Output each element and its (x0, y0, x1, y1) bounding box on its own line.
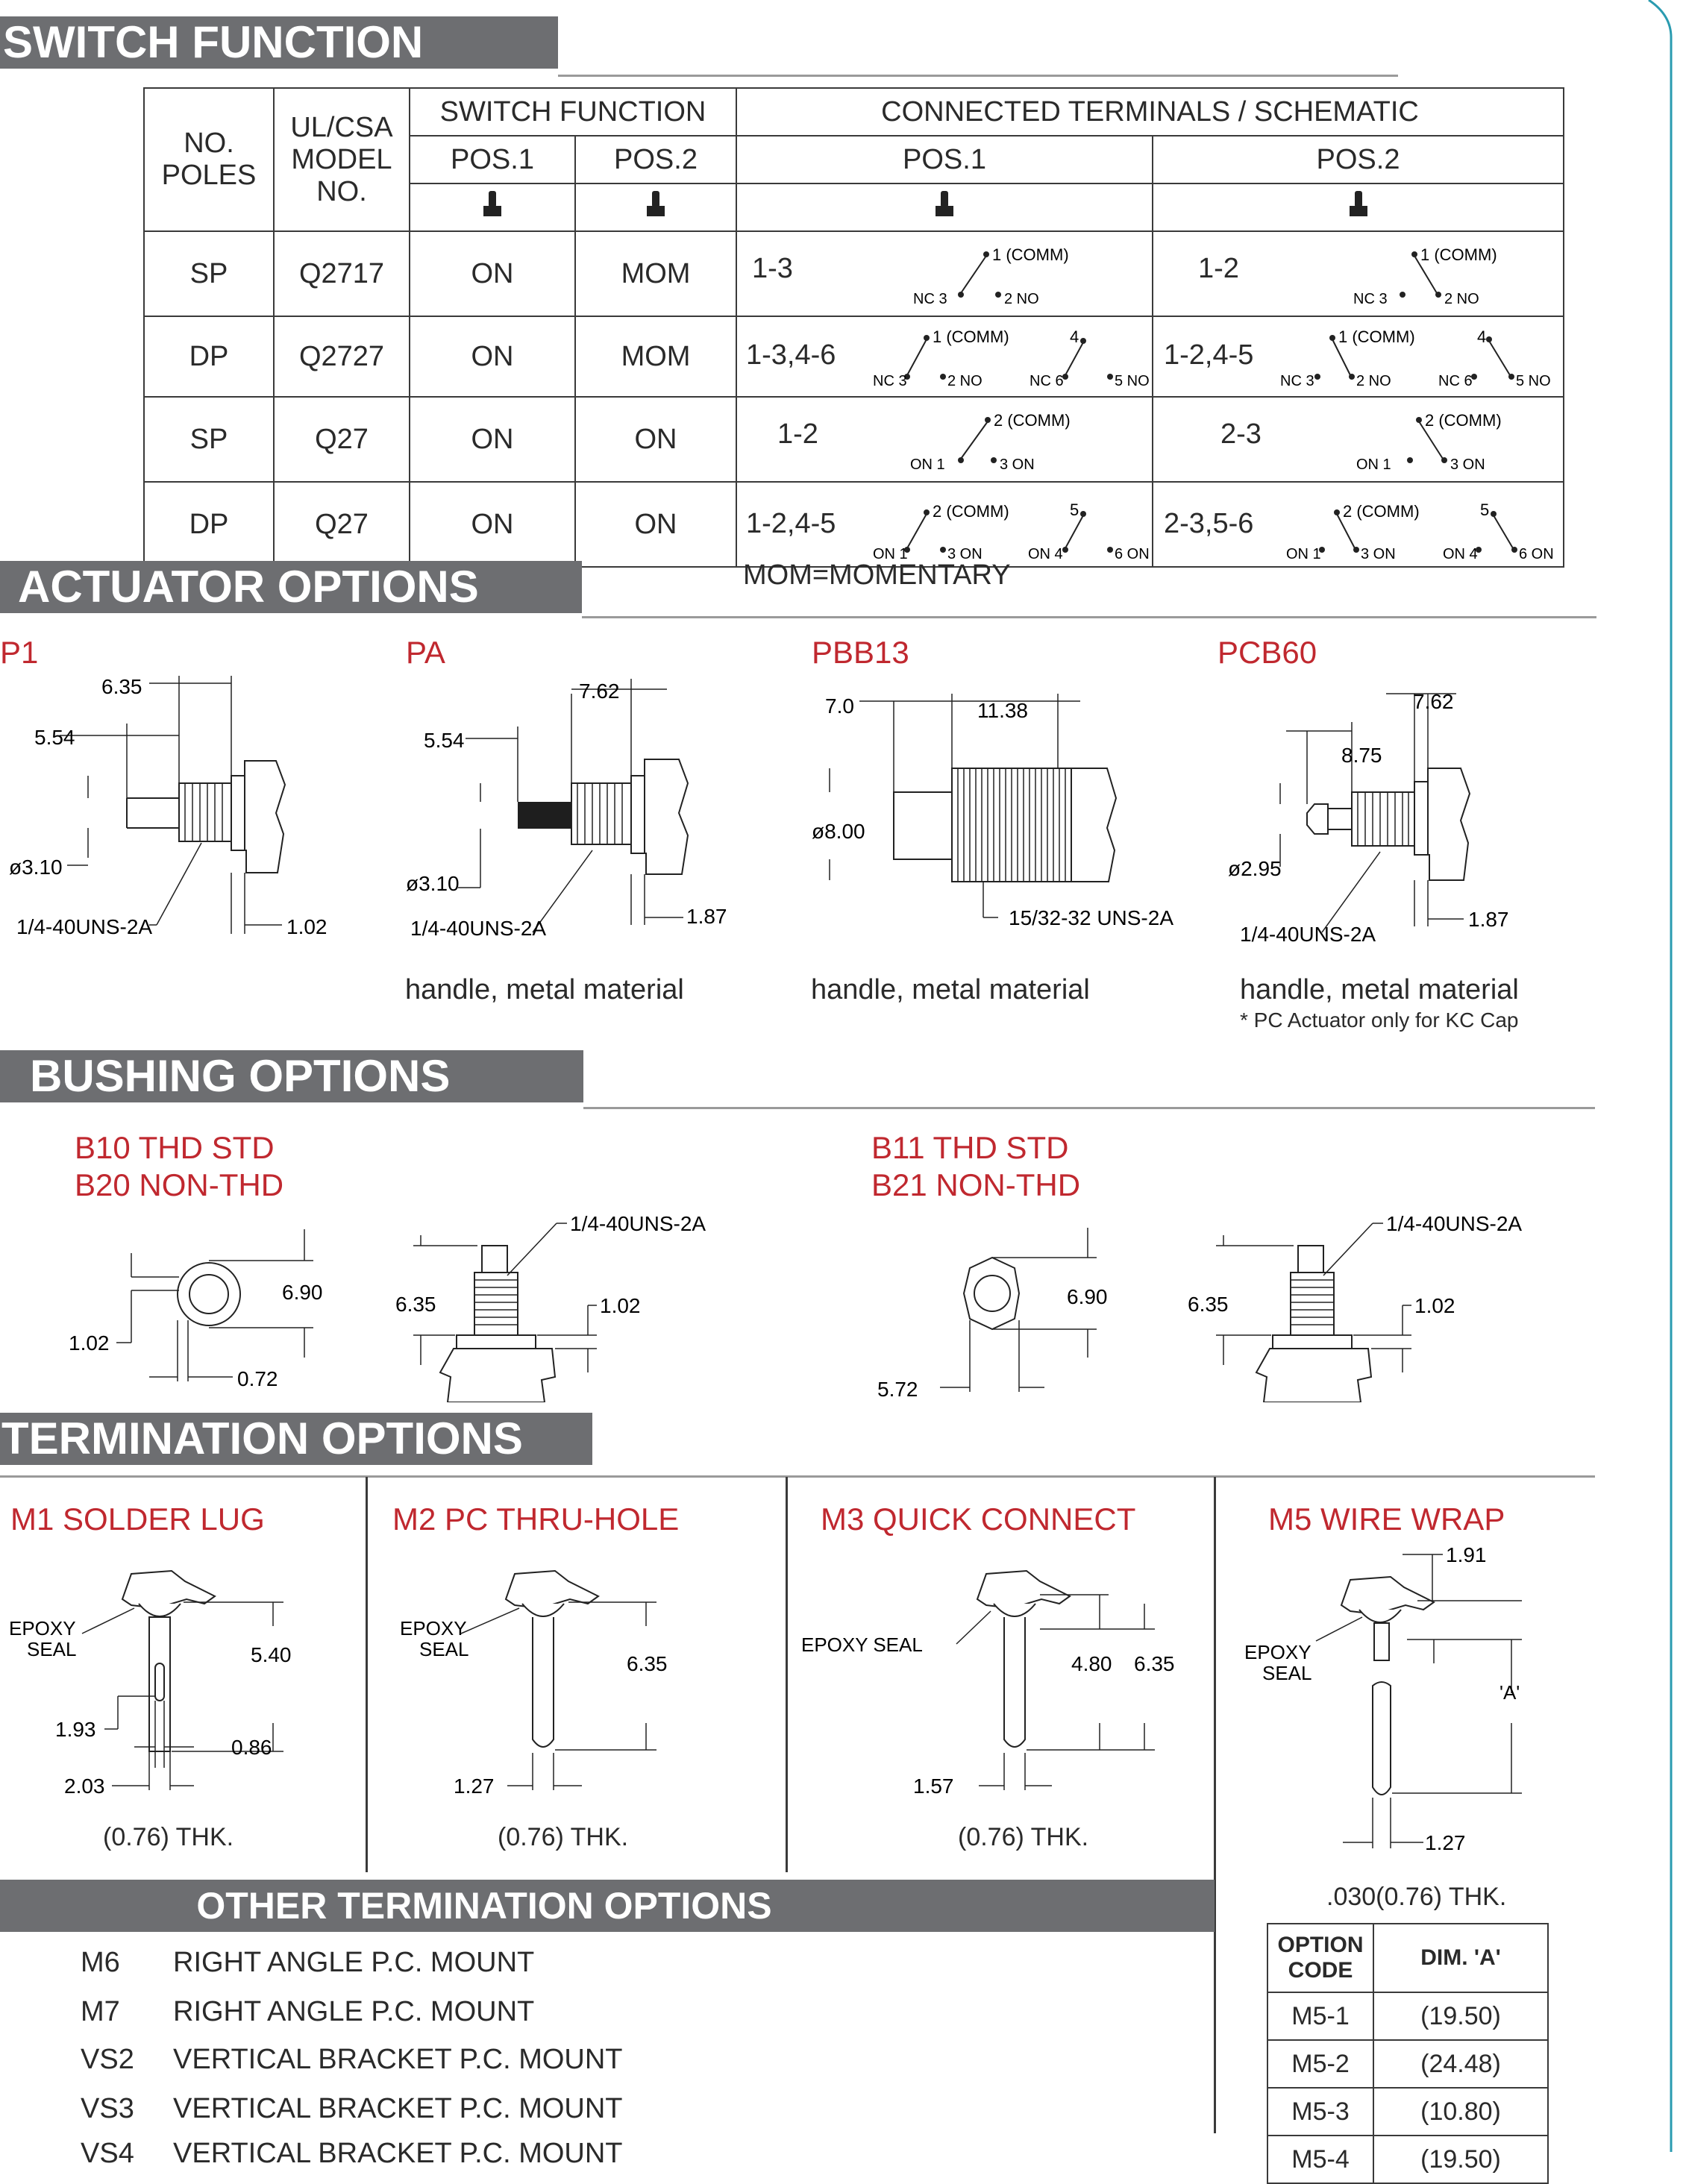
svg-text:1 (COMM): 1 (COMM) (992, 245, 1069, 264)
svg-text:1/4-40UNS-2A: 1/4-40UNS-2A (1386, 1212, 1523, 1235)
section-divider (583, 1107, 1595, 1109)
termination-title: M2 PC THRU-HOLE (392, 1502, 680, 1537)
switch-schematic (1325, 239, 1549, 311)
option-code: M7 (81, 1996, 120, 2027)
thickness-note: (0.76) THK. (103, 1823, 234, 1851)
svg-text:1.87: 1.87 (1468, 908, 1509, 931)
svg-text:5 NO: 5 NO (1115, 373, 1150, 389)
termination-options-header: TERMINATION OPTIONS (0, 1413, 592, 1465)
actuator-pos2-icon (1153, 183, 1564, 231)
actuator-pos2-icon (575, 183, 736, 231)
svg-text:NC 3: NC 3 (873, 373, 907, 389)
page-border-accent (1641, 0, 1686, 2152)
switch-function-header: SWITCH FUNCTION (0, 16, 558, 69)
svg-text:NC 3: NC 3 (1353, 291, 1388, 307)
svg-text:3 ON: 3 ON (1450, 456, 1485, 473)
switch-schematic (1332, 405, 1556, 477)
svg-text:6.35: 6.35 (101, 675, 142, 698)
svg-text:NC 6: NC 6 (1438, 373, 1473, 389)
termination-drawing-m3 (794, 1551, 1212, 1820)
svg-text:1 (COMM): 1 (COMM) (1338, 327, 1415, 346)
option-code: M6 (81, 1947, 120, 1978)
svg-text:ø3.10: ø3.10 (406, 872, 460, 895)
poles-cell: DP (144, 316, 274, 397)
svg-text:NC 3: NC 3 (913, 291, 947, 307)
bushing-title-1: B10 THD STD (75, 1130, 275, 1165)
svg-text:2 NO: 2 NO (1356, 373, 1391, 389)
svg-text:4.80: 4.80 (1071, 1652, 1112, 1675)
dim-cell: (10.80) (1373, 2088, 1548, 2136)
col-connected-terminals: CONNECTED TERMINALS / SCHEMATIC (736, 88, 1564, 136)
svg-text:NC 6: NC 6 (1030, 373, 1064, 389)
actuator-options-header: ACTUATOR OPTIONS (0, 561, 582, 613)
column-divider (366, 1477, 368, 1872)
conn-pos1-cell: 1-3,4-6 1 (COMM) NC 3 2 NO 4 NC 6 5 NO (736, 316, 1153, 397)
svg-text:8.75: 8.75 (1341, 744, 1382, 767)
pos1-cell: ON (410, 316, 575, 397)
thickness-note: (0.76) THK. (498, 1823, 629, 1851)
col-option-code: OPTION CODE (1267, 1924, 1373, 1992)
col-pos1: POS.1 (410, 136, 575, 183)
conn-pos2-cell: 1-2,4-5 1 (COMM) NC 3 2 NO 4 NC 6 5 NO (1153, 316, 1564, 397)
model-cell: Q27 (274, 482, 410, 567)
svg-text:1/4-40UNS-2A: 1/4-40UNS-2A (16, 915, 153, 938)
section-divider (558, 75, 1398, 77)
svg-text:EPOXY: EPOXY (400, 1617, 467, 1639)
col-dim-a: DIM. 'A' (1373, 1924, 1548, 1992)
svg-text:3 ON: 3 ON (1000, 456, 1035, 473)
svg-text:5: 5 (1480, 501, 1490, 519)
bushing-drawing-b10 (60, 1208, 776, 1402)
table-row (1267, 2136, 1548, 2183)
svg-text:2 NO: 2 NO (1004, 291, 1039, 307)
actuator-drawing-p1 (0, 664, 373, 947)
svg-text:5 NO: 5 NO (1516, 373, 1551, 389)
svg-text:SEAL: SEAL (27, 1638, 77, 1660)
svg-text:5.40: 5.40 (251, 1643, 292, 1666)
conn-pos2-cell: 1-2 1 (COMM) NC 3 2 NO (1153, 231, 1564, 316)
dim-cell: (24.48) (1373, 2040, 1548, 2088)
code-cell: M5-1 (1267, 1992, 1373, 2040)
svg-text:1.91: 1.91 (1446, 1543, 1487, 1566)
svg-text:1.27: 1.27 (1425, 1831, 1466, 1854)
svg-text:ON 1: ON 1 (873, 546, 908, 562)
column-divider (786, 1477, 788, 1872)
conn-pos1-cell: 1-2 2 (COMM) ON 1 3 ON (736, 397, 1153, 482)
pos2-cell: MOM (575, 316, 736, 397)
svg-text:1.02: 1.02 (1414, 1294, 1455, 1317)
svg-text:7.62: 7.62 (579, 680, 620, 703)
actuator-code: PCB60 (1218, 635, 1317, 670)
svg-text:6.90: 6.90 (282, 1281, 323, 1304)
svg-text:1.57: 1.57 (913, 1775, 954, 1798)
model-cell: Q2717 (274, 231, 410, 316)
switch-schematic (1273, 490, 1565, 565)
actuator-note: handle, metal material (1240, 974, 1519, 1005)
bushing-title-1: B11 THD STD (871, 1130, 1069, 1165)
pos1-cell: ON (410, 231, 575, 316)
actuator-pos1-icon (410, 183, 575, 231)
svg-text:2 (COMM): 2 (COMM) (933, 502, 1009, 521)
svg-text:ON 1: ON 1 (1356, 456, 1391, 473)
actuator-drawing-pcb60 (1218, 664, 1620, 947)
col-conn-pos1: POS.1 (736, 136, 1153, 183)
termination-title: M1 SOLDER LUG (10, 1502, 265, 1537)
svg-text:SEAL: SEAL (419, 1638, 469, 1660)
svg-text:7.62: 7.62 (1413, 690, 1454, 713)
svg-text:2 (COMM): 2 (COMM) (1343, 502, 1420, 521)
section-divider (0, 1475, 1595, 1478)
table-row (144, 397, 1564, 482)
svg-text:EPOXY: EPOXY (9, 1617, 76, 1639)
option-desc: VERTICAL BRACKET P.C. MOUNT (173, 2044, 623, 2075)
table-row (144, 231, 1564, 316)
switch-schematic (879, 239, 1147, 311)
option-desc: VERTICAL BRACKET P.C. MOUNT (173, 2093, 623, 2124)
svg-text:2 NO: 2 NO (947, 373, 983, 389)
code-cell: M5-3 (1267, 2088, 1373, 2136)
actuator-drawing-pa (406, 664, 771, 947)
svg-text:1.87: 1.87 (686, 905, 727, 928)
svg-text:7.0: 7.0 (825, 694, 854, 718)
svg-text:6 ON: 6 ON (1115, 546, 1150, 562)
dim-cell: (19.50) (1373, 1992, 1548, 2040)
option-code: VS2 (81, 2044, 134, 2075)
actuator-note: handle, metal material (405, 974, 684, 1005)
svg-text:6.35: 6.35 (1188, 1293, 1229, 1316)
svg-text:6.35: 6.35 (627, 1652, 668, 1675)
table-row (144, 316, 1564, 397)
code-cell: M5-4 (1267, 2136, 1373, 2183)
svg-text:NC 3: NC 3 (1280, 373, 1314, 389)
col-model: UL/CSA MODEL NO. (274, 88, 410, 231)
svg-text:11.38: 11.38 (977, 699, 1028, 722)
termination-title: M3 QUICK CONNECT (821, 1502, 1136, 1537)
switch-schematic (859, 321, 1152, 393)
termination-drawing-m5 (1238, 1537, 1567, 1857)
code-cell: M5-2 (1267, 2040, 1373, 2088)
table-row (1267, 2040, 1548, 2088)
thickness-note: .030(0.76) THK. (1326, 1883, 1507, 1911)
actuator-pos1-icon (736, 183, 1153, 231)
svg-text:ON 4: ON 4 (1028, 546, 1063, 562)
svg-text:4: 4 (1477, 327, 1487, 346)
switch-function-table (143, 87, 1564, 568)
svg-text:5.54: 5.54 (34, 726, 75, 749)
section-divider (582, 616, 1596, 618)
svg-text:0.72: 0.72 (237, 1367, 278, 1390)
svg-text:5.72: 5.72 (877, 1378, 918, 1401)
pos1-cell: ON (410, 482, 575, 567)
wire-wrap-dim-table (1267, 1923, 1549, 2184)
col-pos2: POS.2 (575, 136, 736, 183)
table-row (1267, 2088, 1548, 2136)
bushing-options-header: BUSHING OPTIONS (0, 1050, 583, 1102)
svg-text:6.35: 6.35 (395, 1293, 436, 1316)
svg-text:2.03: 2.03 (64, 1775, 105, 1798)
poles-cell: SP (144, 397, 274, 482)
svg-text:SEAL: SEAL (1262, 1662, 1312, 1684)
svg-text:1.02: 1.02 (286, 915, 328, 938)
mom-note: MOM=MOMENTARY (743, 559, 1011, 591)
svg-text:EPOXY SEAL: EPOXY SEAL (801, 1634, 923, 1656)
conn-pos1-cell: 1-3 1 (COMM) NC 3 2 NO (736, 231, 1153, 316)
col-no-poles: NO. POLES (144, 88, 274, 231)
svg-text:1/4-40UNS-2A: 1/4-40UNS-2A (410, 917, 547, 940)
svg-text:1/4-40UNS-2A: 1/4-40UNS-2A (1240, 923, 1376, 946)
table-row (1267, 1992, 1548, 2040)
pos1-cell: ON (410, 397, 575, 482)
svg-text:1/4-40UNS-2A: 1/4-40UNS-2A (570, 1212, 706, 1235)
model-cell: Q27 (274, 397, 410, 482)
column-divider (1214, 1477, 1216, 2133)
actuator-note: handle, metal material (811, 974, 1090, 1005)
model-cell: Q2727 (274, 316, 410, 397)
option-desc: RIGHT ANGLE P.C. MOUNT (173, 1947, 535, 1978)
bushing-drawing-b11 (865, 1208, 1582, 1402)
svg-text:1.02: 1.02 (69, 1331, 110, 1355)
option-code: VS3 (81, 2093, 134, 2124)
option-code: VS4 (81, 2138, 134, 2169)
svg-text:ON 4: ON 4 (1443, 546, 1478, 562)
conn-pos2-cell: 2-3,5-6 2 (COMM) ON 1 3 ON 5 ON 4 6 ON (1153, 482, 1564, 567)
col-switch-function: SWITCH FUNCTION (410, 88, 736, 136)
bushing-title-2: B20 NON-THD (75, 1167, 284, 1202)
svg-text:3 ON: 3 ON (947, 546, 983, 562)
bushing-title-2: B21 NON-THD (871, 1167, 1081, 1202)
svg-text:ø2.95: ø2.95 (1228, 857, 1282, 880)
svg-text:4: 4 (1070, 327, 1079, 346)
svg-text:2 (COMM): 2 (COMM) (1425, 411, 1502, 430)
svg-text:6.35: 6.35 (1134, 1652, 1175, 1675)
svg-text:1.93: 1.93 (55, 1718, 96, 1741)
termination-drawing-m1 (0, 1551, 358, 1820)
switch-schematic (1273, 321, 1565, 393)
conn-pos2-cell: 2-3 2 (COMM) ON 1 3 ON (1153, 397, 1564, 482)
svg-text:1.02: 1.02 (600, 1294, 641, 1317)
actuator-code: PA (406, 635, 445, 670)
svg-text:ø8.00: ø8.00 (812, 820, 865, 843)
svg-text:ON 1: ON 1 (910, 456, 945, 473)
svg-text:'A': 'A' (1499, 1681, 1520, 1704)
col-conn-pos2: POS.2 (1153, 136, 1564, 183)
svg-text:EPOXY: EPOXY (1244, 1641, 1311, 1663)
actuator-code: PBB13 (812, 635, 909, 670)
thickness-note: (0.76) THK. (958, 1823, 1089, 1851)
svg-text:0.86: 0.86 (231, 1736, 272, 1759)
pos2-cell: ON (575, 397, 736, 482)
actuator-drawing-pbb13 (812, 664, 1200, 947)
actuator-code: P1 (0, 635, 39, 670)
poles-cell: SP (144, 231, 274, 316)
svg-text:1 (COMM): 1 (COMM) (933, 327, 1009, 346)
conn-pos1-cell: 1-2,4-5 2 (COMM) ON 1 3 ON 5 ON 4 6 ON (736, 482, 1153, 567)
switch-schematic (901, 405, 1140, 477)
termination-title: M5 WIRE WRAP (1268, 1502, 1505, 1537)
actuator-note-kc: * PC Actuator only for KC Cap (1240, 1008, 1519, 1032)
termination-drawing-m2 (373, 1551, 776, 1820)
option-desc: VERTICAL BRACKET P.C. MOUNT (173, 2138, 623, 2169)
svg-text:5: 5 (1070, 501, 1079, 519)
other-termination-header: OTHER TERMINATION OPTIONS (0, 1880, 1215, 1932)
svg-text:15/32-32 UNS-2A: 15/32-32 UNS-2A (1009, 906, 1174, 929)
switch-schematic (859, 490, 1152, 565)
svg-text:6 ON: 6 ON (1519, 546, 1554, 562)
svg-text:ø3.10: ø3.10 (9, 856, 63, 879)
svg-text:2 NO: 2 NO (1444, 291, 1479, 307)
svg-text:1 (COMM): 1 (COMM) (1420, 245, 1497, 264)
svg-text:3 ON: 3 ON (1361, 546, 1396, 562)
svg-text:1.27: 1.27 (454, 1775, 495, 1798)
pos2-cell: ON (575, 482, 736, 567)
svg-text:ON 1: ON 1 (1286, 546, 1321, 562)
poles-cell: DP (144, 482, 274, 567)
option-desc: RIGHT ANGLE P.C. MOUNT (173, 1996, 535, 2027)
table-row (144, 482, 1564, 567)
svg-text:2 (COMM): 2 (COMM) (994, 411, 1071, 430)
svg-text:6.90: 6.90 (1067, 1285, 1108, 1308)
svg-text:5.54: 5.54 (424, 729, 465, 752)
dim-cell: (19.50) (1373, 2136, 1548, 2183)
pos2-cell: MOM (575, 231, 736, 316)
